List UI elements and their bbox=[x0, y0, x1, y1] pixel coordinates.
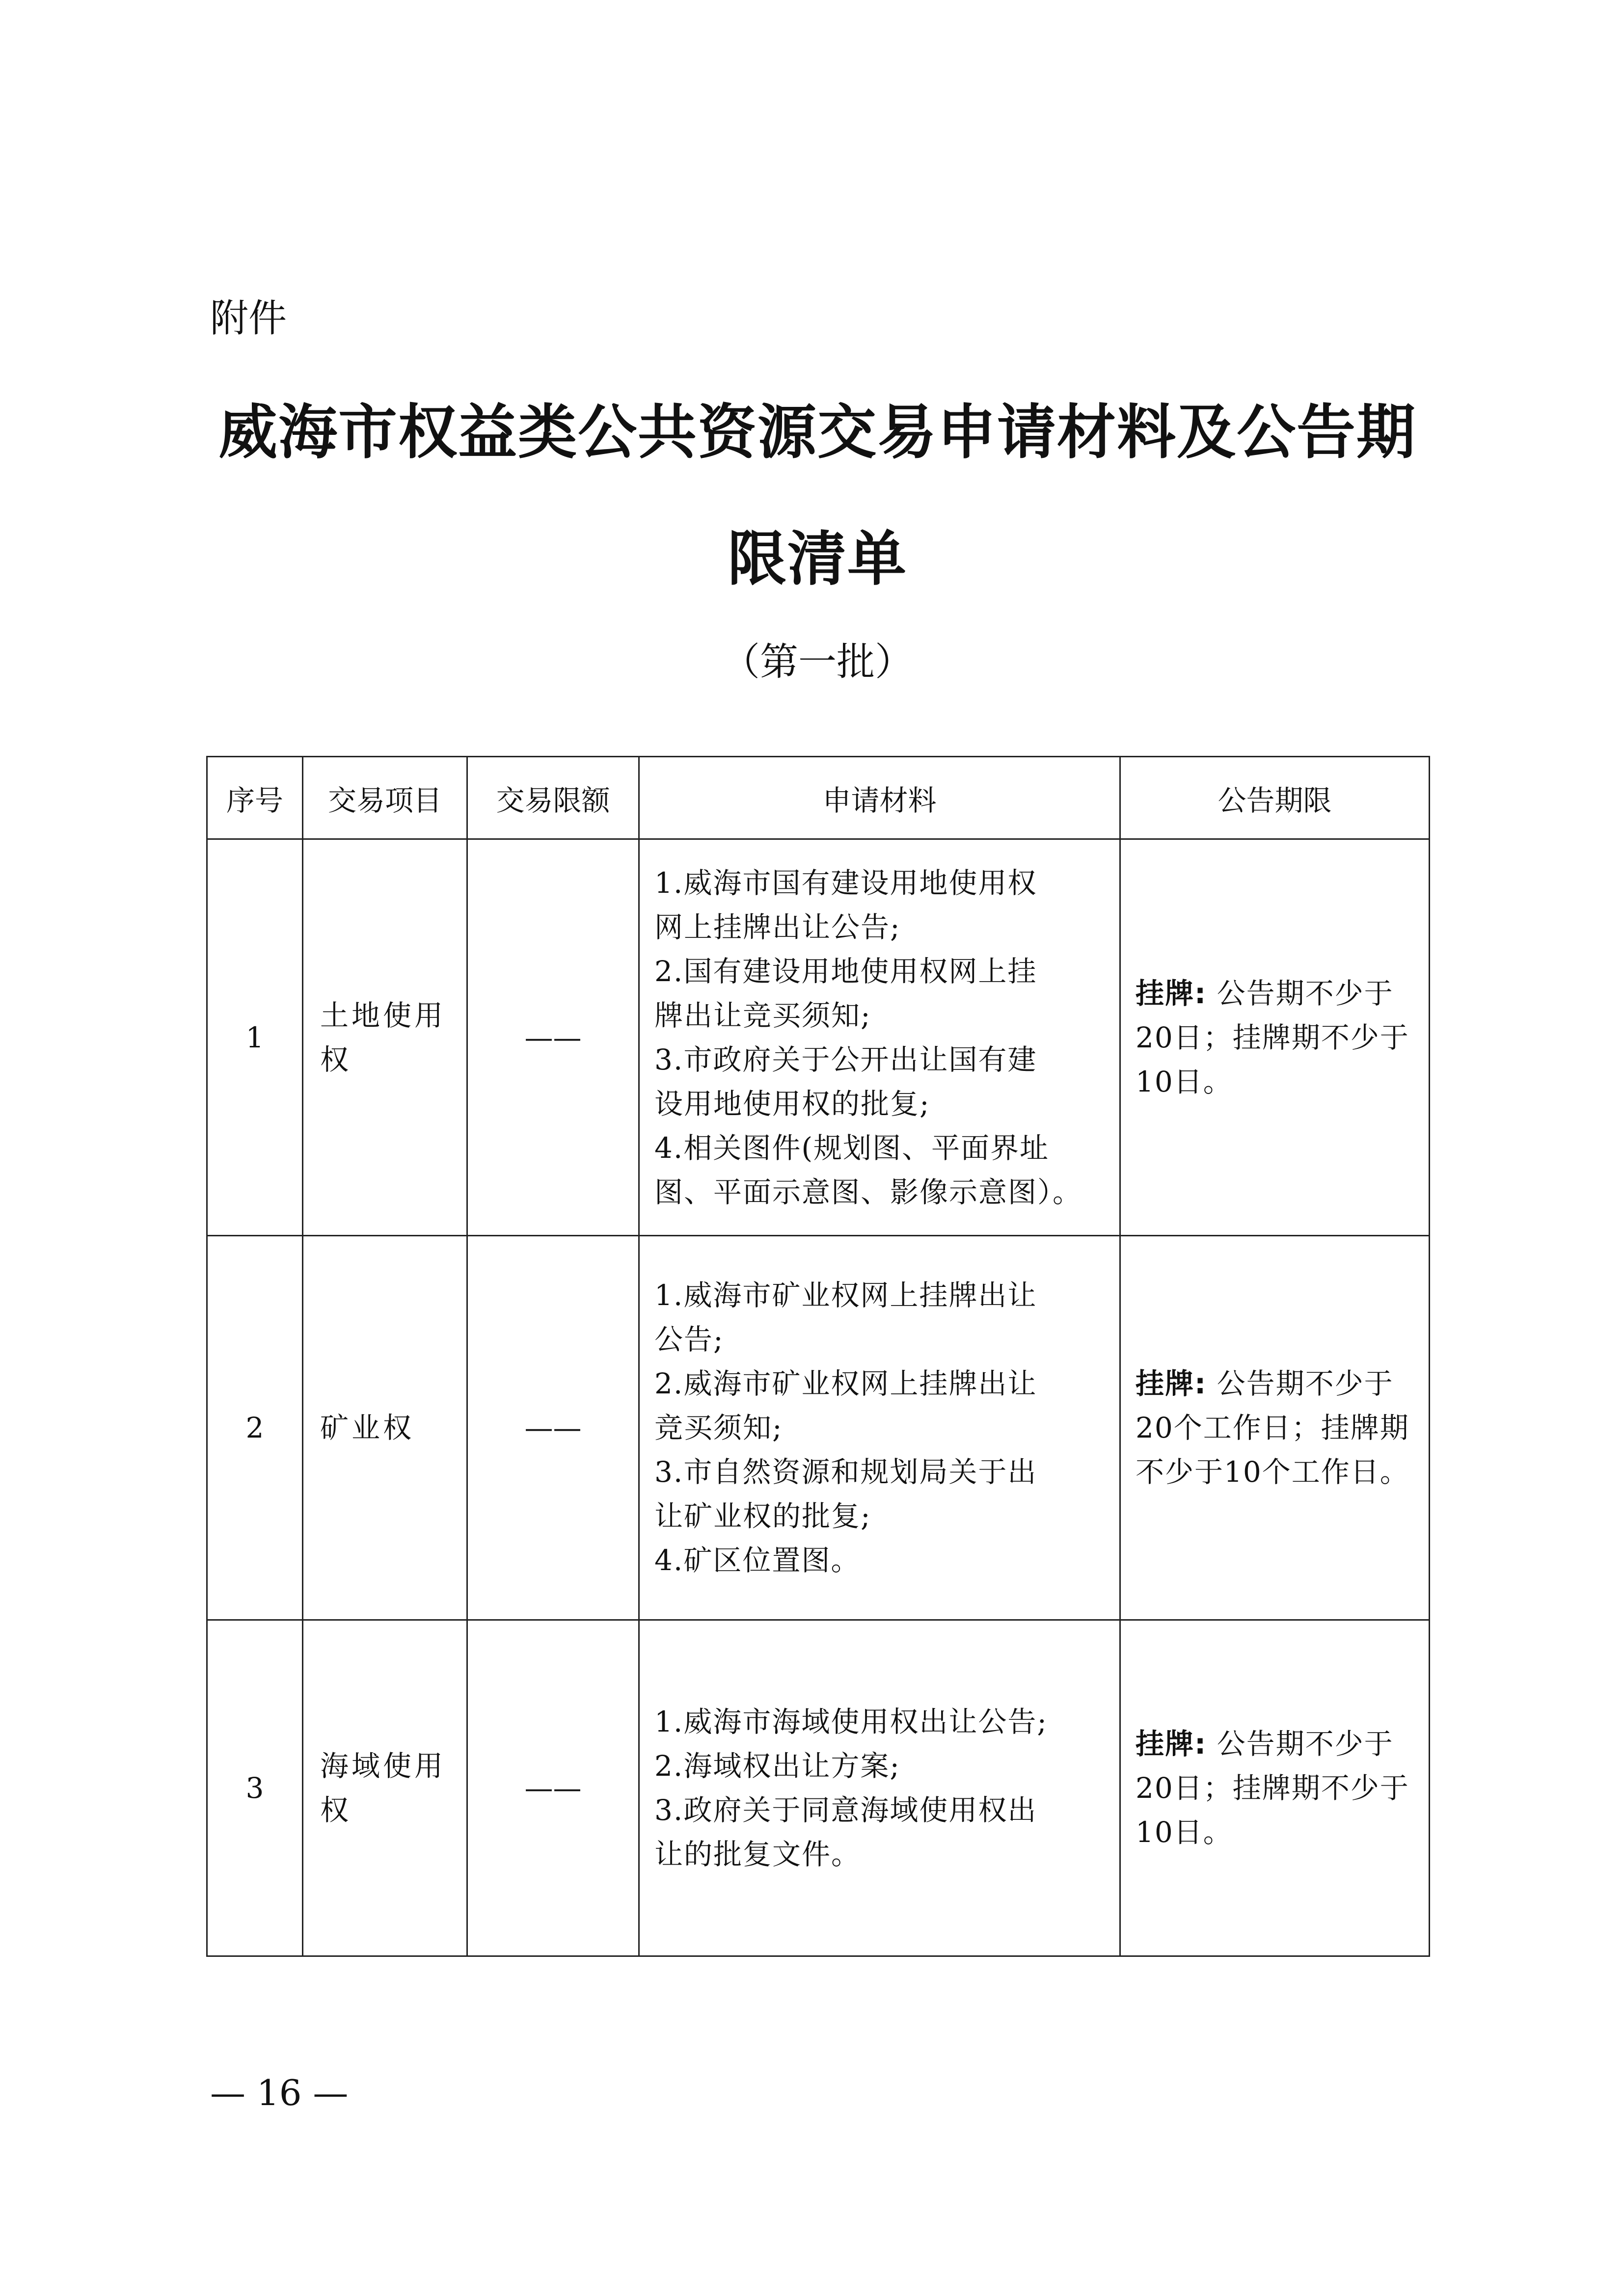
row-materials bbox=[639, 1620, 1120, 1956]
material-line: 网上挂牌出让公告; bbox=[654, 910, 901, 944]
row-announcement-period bbox=[1120, 839, 1430, 1236]
listing-label: 挂牌: bbox=[1136, 976, 1207, 1010]
page-number: — 16 — bbox=[210, 2072, 349, 2113]
material-line: 2.国有建设用地使用权网上挂 bbox=[654, 954, 1037, 988]
row-seq: 3 bbox=[207, 1620, 303, 1956]
material-line: 3.市自然资源和规划局关于出 bbox=[654, 1455, 1037, 1489]
table-row bbox=[207, 1236, 1430, 1620]
material-line: 牌出让竞买须知; bbox=[654, 998, 871, 1032]
document-title-line-2: 限清单 bbox=[728, 525, 907, 593]
material-line: 2.威海市矿业权网上挂牌出让 bbox=[654, 1367, 1037, 1400]
listing-label: 挂牌: bbox=[1136, 1367, 1207, 1400]
material-line: 4.相关图件(规划图、平面界址 bbox=[654, 1131, 1049, 1165]
header-limit: 交易限额 bbox=[467, 757, 639, 839]
row-materials bbox=[639, 839, 1120, 1236]
header-project: 交易项目 bbox=[303, 757, 467, 839]
row-limit: —— bbox=[467, 839, 639, 1236]
material-line: 3.市政府关于公开出让国有建 bbox=[654, 1042, 1037, 1076]
row-limit: —— bbox=[467, 1236, 639, 1620]
document-title-line-1: 威海市权益类公共资源交易申请材料及公告期 bbox=[218, 399, 1416, 467]
material-line: 3.政府关于同意海域使用权出 bbox=[654, 1793, 1037, 1827]
announcement-text: 公告期不少于20日；挂牌期不少于10日。 bbox=[1136, 976, 1409, 1098]
header-seq: 序号 bbox=[207, 757, 303, 839]
batch-subtitle: （第一批） bbox=[721, 640, 913, 684]
row-seq: 1 bbox=[207, 839, 303, 1236]
material-line: 设用地使用权的批复; bbox=[654, 1087, 930, 1121]
table-row bbox=[207, 1620, 1430, 1956]
material-line: 竞买须知; bbox=[654, 1411, 783, 1444]
material-line: 公告; bbox=[654, 1323, 724, 1356]
header-materials: 申请材料 bbox=[639, 757, 1120, 839]
material-line: 1.威海市海域使用权出让公告; bbox=[654, 1705, 1048, 1738]
announcement-text: 公告期不少于20个工作日；挂牌期不少于10个工作日。 bbox=[1136, 1367, 1409, 1489]
material-line: 让矿业权的批复; bbox=[654, 1499, 871, 1533]
material-line: 2.海域权出让方案; bbox=[654, 1749, 900, 1783]
row-materials bbox=[639, 1236, 1120, 1620]
row-project: 矿业权 bbox=[303, 1236, 467, 1620]
table-row bbox=[207, 839, 1430, 1236]
row-announcement-period bbox=[1120, 1620, 1430, 1956]
material-line: 让的批复文件。 bbox=[654, 1838, 861, 1871]
row-announcement-period bbox=[1120, 1236, 1430, 1620]
listing-label: 挂牌: bbox=[1136, 1727, 1207, 1761]
table-header-row bbox=[207, 757, 1430, 839]
header-announcement-period: 公告期限 bbox=[1120, 757, 1430, 839]
material-line: 4.矿区位置图。 bbox=[654, 1544, 861, 1577]
announcement-text: 公告期不少于20日；挂牌期不少于10日。 bbox=[1136, 1727, 1409, 1849]
material-line: 1.威海市国有建设用地使用权 bbox=[654, 866, 1037, 900]
row-project: 海域使用权 bbox=[303, 1620, 467, 1956]
row-seq: 2 bbox=[207, 1236, 303, 1620]
application-materials-table bbox=[206, 756, 1430, 1957]
row-project: 土地使用权 bbox=[303, 839, 467, 1236]
attachment-label: 附件 bbox=[210, 296, 287, 341]
material-line: 1.威海市矿业权网上挂牌出让 bbox=[654, 1279, 1037, 1312]
row-limit: —— bbox=[467, 1620, 639, 1956]
material-line: 图、平面示意图、影像示意图）。 bbox=[654, 1175, 1083, 1209]
